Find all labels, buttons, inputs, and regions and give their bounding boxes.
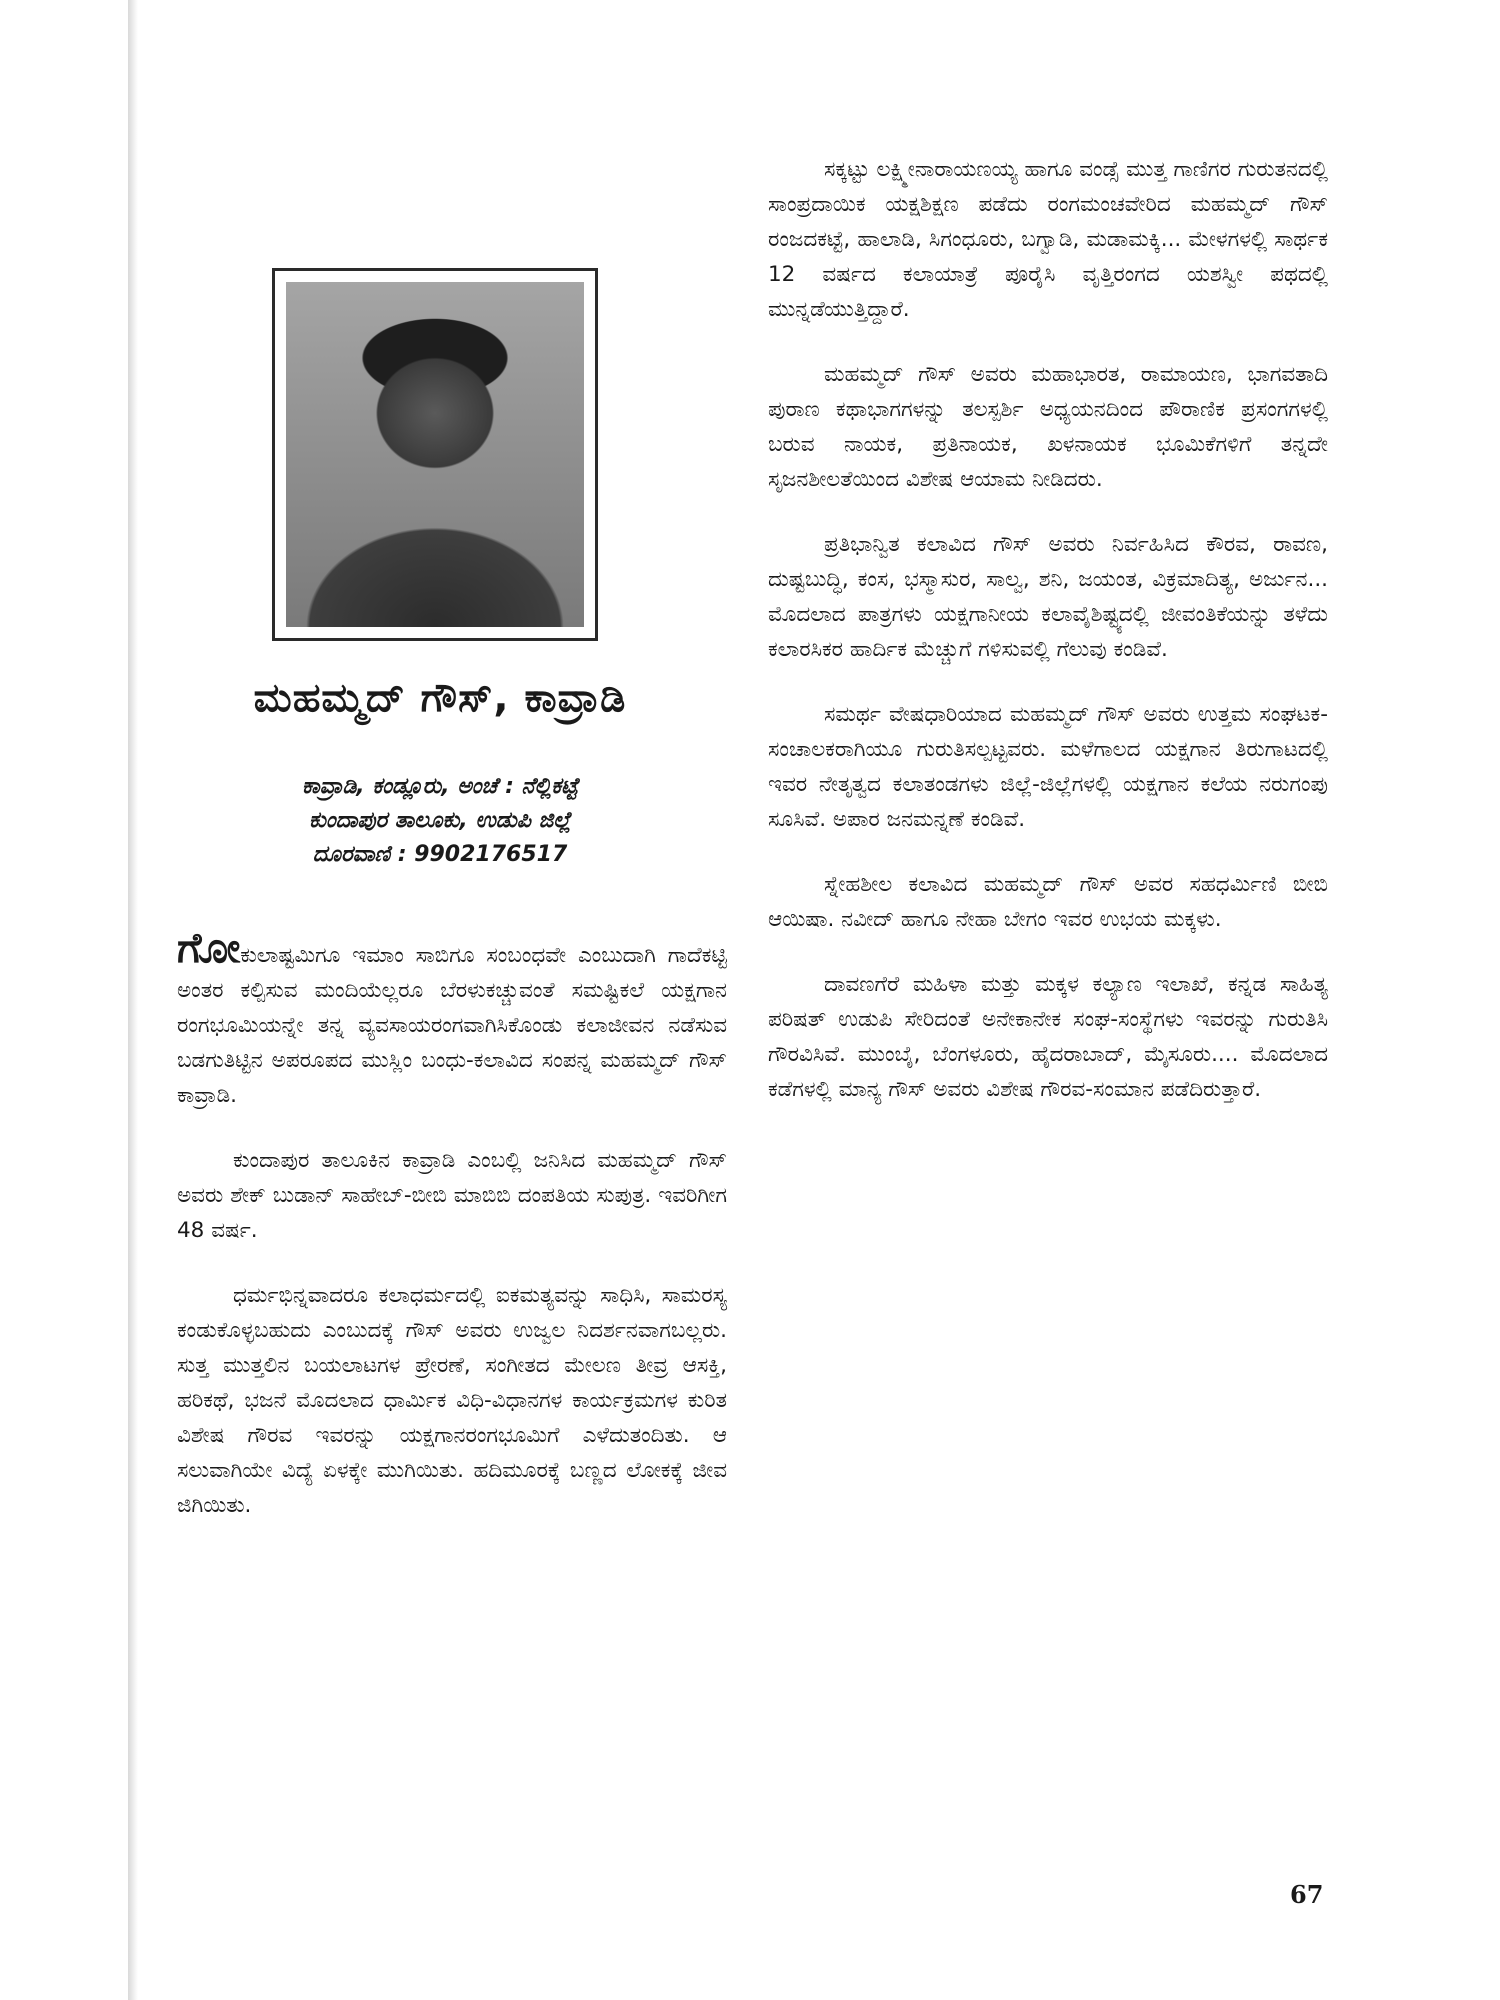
paragraph: ಸ್ನೇಹಶೀಲ ಕಲಾವಿದ ಮಹಮ್ಮದ್ ಗೌಸ್ ಅವರ ಸಹಧರ್ಮಿಣಿ ಬೀಬಿ ಆಯಿಷಾ. ನವೀದ್ ಹಾಗೂ ನೇಹಾ ಬೇಗಂ ಇವರ ಉಭಯ ಮಕ್ಕಳು.: [768, 872, 1328, 932]
paragraph: ಕುಂದಾಪುರ ತಾಲೂಕಿನ ಕಾವ್ರಾಡಿ ಎಂಬಲ್ಲಿ ಜನಿಸಿದ ಮಹಮ್ಮದ್ ಗೌಸ್ ಅವರು ಶೇಕ್ ಬುಡಾನ್ ಸಾಹೇಬ್-ಬೀಬಿ ಮಾಬಿಬಿ ದಂಪತಿಯ ಸುಪುತ್ರ. ಇವರಿಗೀಗ 48 ವರ್ಷ.: [177, 1148, 727, 1243]
paragraph: ಸಕ್ಕಟ್ಟು ಲಕ್ಷ್ಮೀನಾರಾಯಣಯ್ಯ ಹಾಗೂ ವಂಡ್ಸೆ ಮುತ್ತ ಗಾಣಿಗರ ಗುರುತನದಲ್ಲಿ ಸಾಂಪ್ರದಾಯಿಕ ಯಕ್ಷಶಿಕ್ಷಣ ಪಡೆದು ರಂಗಮಂಚವೇರಿದ ಮಹಮ್ಮದ್ ಗೌಸ್ ರಂಜದಕಟ್ಟೆ, ಹಾಲಾಡಿ, ಸಿಗಂಧೂರು, ಬಗ್ವಾಡಿ, ಮಡಾಮಕ್ಕಿ... ಮೇಳಗಳಲ್ಲಿ ಸಾರ್ಥಕ 12 ವರ್ಷದ ಕಲಾಯಾತ್ರೆ ಪೂರೈಸಿ ವೃತ್ತಿರಂಗದ ಯಶಸ್ವೀ ಪಥದಲ್ಲಿ ಮುನ್ನಡೆಯುತ್ತಿದ್ದಾರೆ.: [768, 157, 1328, 322]
portrait-photo: [286, 282, 584, 627]
paragraph: ದಾವಣಗೆರೆ ಮಹಿಳಾ ಮತ್ತು ಮಕ್ಕಳ ಕಲ್ಯಾಣ ಇಲಾಖೆ, ಕನ್ನಡ ಸಾಹಿತ್ಯ ಪರಿಷತ್ ಉಡುಪಿ ಸೇರಿದಂತೆ ಅನೇಕಾನೇಕ ಸಂಘ-ಸಂಸ್ಥೆಗಳು ಇವರನ್ನು ಗುರುತಿಸಿ ಗೌರವಿಸಿವೆ. ಮುಂಬೈ, ಬೆಂಗಳೂರು, ಹೈದರಾಬಾದ್, ಮೈಸೂರು.... ಮೊದಲಾದ ಕಡೆಗಳಲ್ಲಿ ಮಾನ್ಯ ಗೌಸ್ ಅವರು ವಿಶೇಷ ಗೌರವ-ಸಂಮಾನ ಪಡೆದಿರುತ್ತಾರೆ.: [768, 972, 1328, 1102]
page-binding-edge: [128, 0, 138, 2000]
drop-cap: ಗೋ: [177, 923, 241, 972]
page-number: 67: [1290, 1880, 1324, 1909]
left-column: [177, 923, 727, 1553]
paragraph: ಮಹಮ್ಮದ್ ಗೌಸ್ ಅವರು ಮಹಾಭಾರತ, ರಾಮಾಯಣ, ಭಾಗವತಾದಿ ಪುರಾಣ ಕಥಾಭಾಗಗಳನ್ನು ತಲಸ್ಪರ್ಶಿ ಅಧ್ಯಯನದಿಂದ ಪೌರಾಣಿಕ ಪ್ರಸಂಗಗಳಲ್ಲಿ ಬರುವ ನಾಯಕ, ಪ್ರತಿನಾಯಕ, ಖಳನಾಯಕ ಭೂಮಿಕೆಗಳಿಗೆ ತನ್ನದೇ ಸೃಜನಶೀಲತೆಯಿಂದ ವಿಶೇಷ ಆಯಾಮ ನೀಡಿದರು.: [768, 362, 1328, 492]
phone-number: ದೂರವಾಣಿ : 9902176517: [312, 842, 568, 867]
portrait-frame: [272, 268, 598, 641]
paragraph: [177, 923, 727, 1113]
article-title: ಮಹಮ್ಮದ್ ಗೌಸ್, ಕಾವ್ರಾಡಿ: [253, 675, 627, 721]
right-column: [768, 152, 1328, 1137]
paragraph: ಧರ್ಮಭಿನ್ನವಾದರೂ ಕಲಾಧರ್ಮದಲ್ಲಿ ಐಕಮತ್ಯವನ್ನು ಸಾಧಿಸಿ, ಸಾಮರಸ್ಯ ಕಂಡುಕೊಳ್ಳಬಹುದು ಎಂಬುದಕ್ಕೆ ಗೌಸ್ ಅವರು ಉಜ್ವಲ ನಿದರ್ಶನವಾಗಬಲ್ಲರು. ಸುತ್ತ ಮುತ್ತಲಿನ ಬಯಲಾಟಗಳ ಪ್ರೇರಣೆ, ಸಂಗೀತದ ಮೇಲಣ ತೀವ್ರ ಆಸಕ್ತಿ, ಹರಿಕಥೆ, ಭಜನೆ ಮೊದಲಾದ ಧಾರ್ಮಿಕ ವಿಧಿ-ವಿಧಾನಗಳ ಕಾರ್ಯಕ್ರಮಗಳ ಕುರಿತ ವಿಶೇಷ ಗೌರವ ಇವರನ್ನು ಯಕ್ಷಗಾನರಂಗಭೂಮಿಗೆ ಎಳೆದುತಂದಿತು. ಆ ಸಲುವಾಗಿಯೇ ವಿದ್ಯೆ ಏಳಕ್ಕೇ ಮುಗಿಯಿತು. ಹದಿಮೂರಕ್ಕೆ ಬಣ್ಣದ ಲೋಕಕ್ಕೆ ಜೀವ ಜಿಗಿಯಿತು.: [177, 1283, 727, 1518]
paragraph: ಸಮರ್ಥ ವೇಷಧಾರಿಯಾದ ಮಹಮ್ಮದ್ ಗೌಸ್ ಅವರು ಉತ್ತಮ ಸಂಘಟಕ-ಸಂಚಾಲಕರಾಗಿಯೂ ಗುರುತಿಸಲ್ಪಟ್ಟವರು. ಮಳೆಗಾಲದ ಯಕ್ಷಗಾನ ತಿರುಗಾಟದಲ್ಲಿ ಇವರ ನೇತೃತ್ವದ ಕಲಾತಂಡಗಳು ಜಿಲ್ಲೆ-ಜಿಲ್ಲೆಗಳಲ್ಲಿ ಯಕ್ಷಗಾನ ಕಲೆಯ ನರುಗಂಪು ಸೂಸಿವೆ. ಅಪಾರ ಜನಮನ್ನಣೆ ಕಂಡಿವೆ.: [768, 702, 1328, 832]
address-line-2: ಕುಂದಾಪುರ ತಾಲೂಕು, ಉಡುಪಿ ಜಿಲ್ಲೆ: [308, 808, 572, 833]
address-line-1: ಕಾವ್ರಾಡಿ, ಕಂಡ್ಲೂರು, ಅಂಚೆ : ನೆಲ್ಲಿಕಟ್ಟೆ: [301, 774, 579, 799]
contact-block: [190, 770, 690, 872]
paragraph: ಪ್ರತಿಭಾನ್ವಿತ ಕಲಾವಿದ ಗೌಸ್ ಅವರು ನಿರ್ವಹಿಸಿದ ಕೌರವ, ರಾವಣ, ದುಷ್ಟಬುದ್ಧಿ, ಕಂಸ, ಭಸ್ಮಾಸುರ, ಸಾಲ್ವ, ಶನಿ, ಜಯಂತ, ವಿಕ್ರಮಾದಿತ್ಯ, ಅರ್ಜುನ... ಮೊದಲಾದ ಪಾತ್ರಗಳು ಯಕ್ಷಗಾನೀಯ ಕಲಾವೈಶಿಷ್ಟ್ಯದಲ್ಲಿ ಜೀವಂತಿಕೆಯನ್ನು ತಳೆದು ಕಲಾರಸಿಕರ ಹಾರ್ದಿಕ ಮೆಚ್ಚುಗೆ ಗಳಿಸುವಲ್ಲಿ ಗೆಲುವು ಕಂಡಿವೆ.: [768, 532, 1328, 662]
paragraph-text: ಕುಲಾಷ್ಟಮಿಗೂ ಇಮಾಂ ಸಾಬಿಗೂ ಸಂಬಂಧವೇ ಎಂಬುದಾಗಿ ಗಾದೆಕಟ್ಟಿ ಅಂತರ ಕಲ್ಪಿಸುವ ಮಂದಿಯೆಲ್ಲರೂ ಬೆರಳುಕಚ್ಚುವಂತೆ ಸಮಷ್ಟಿಕಲೆ ಯಕ್ಷಗಾನ ರಂಗಭೂಮಿಯನ್ನೇ ತನ್ನ ವ್ಯವಸಾಯರಂಗವಾಗಿಸಿಕೊಂಡು ಕಲಾಜೀವನ ನಡೆಸುವ ಬಡಗುತಿಟ್ಟಿನ ಅಪರೂಪದ ಮುಸ್ಲಿಂ ಬಂಧು-ಕಲಾವಿದ ಸಂಪನ್ನ ಮಹಮ್ಮದ್ ಗೌಸ್ ಕಾವ್ರಾಡಿ.: [177, 943, 727, 1108]
